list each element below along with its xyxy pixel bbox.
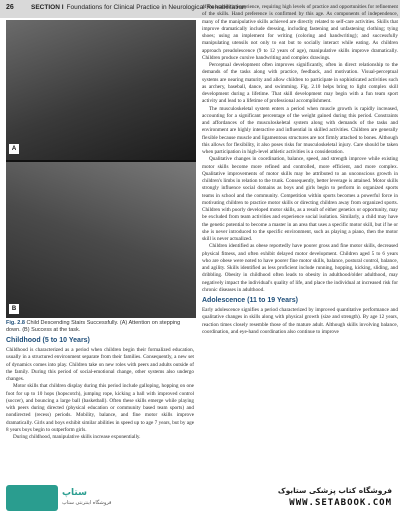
figure-caption-text: Child Descending Stairs Successfully. (A) Attention on stepping down. (B) Success at the task. bbox=[6, 320, 181, 333]
figure-caption bbox=[6, 320, 196, 334]
figure-panel-b bbox=[6, 162, 196, 318]
paragraph: Motor skills that children display during this period include galloping, hopping on one foot for up to 10 hops (hopscotch), jumping rope, kicking a ball with improved control (soccer), and bouncing a large ball (basketball). Often these skills emerge while playing with peers during directed (physical education or community based team sports) and nondirected (recess) periods. Mobility, balance, and fine motor skills improve dramatically. Girls and boys exhibit similar abilities in speed up to age 7 years, but by age 8 years boys begin to outperform girls. bbox=[6, 383, 194, 433]
running-title: Foundations for Clinical Practice in Neurological Rehabilitation bbox=[66, 4, 246, 11]
logo-text: ستاپ bbox=[62, 488, 87, 498]
left-column bbox=[6, 336, 194, 488]
paragraph: Qualitative changes in coordination, balance, speed, and strength improve while existing motor skills become more refined and controlled, more efficient, and more complex. Qualitative improvements of motor skills may be attributed to an unconscious growth in children's limbs in relation to the trunk. Consequently, better leverage is attained. Motor skills strongly influence social domains as boys and girls begin to perform in organized sports teams in school and the community. Competition within sports becomes a powerful force in motivating children to practice motor skills or directing children away from organized sports. Children with poorly developed motor skills, as a result of either genetics or opportunity, may be excluded from team activities and experience social isolation. Similarly, a child may have the genetic potential to become a master in an area that uses a specific motor skill, but if he or she is never introduced to the specific environment, such as playing a piano, then the motor skill is never actualized. bbox=[202, 156, 398, 242]
store-url[interactable]: WWW.SETABOOK.COM bbox=[289, 498, 392, 508]
logo-subtitle: فروشگاه اینترنتی ستاپ bbox=[62, 500, 112, 506]
figure-caption-label: Fig. 2.8 bbox=[6, 320, 25, 326]
figure-panel-a bbox=[6, 20, 196, 160]
store-logo-icon bbox=[6, 485, 58, 511]
watermark-banner bbox=[0, 484, 400, 512]
page-number: 26 bbox=[6, 4, 14, 11]
paragraph: Early adolescence signifies a period characterized by improved quantitative performance and qualitative changes in skills along with physical growth (size and strength). By age 12 years, reaction times closely resemble those of the mature adult. Although skills involving balance, coordination, and eye-hand coordination also continue to improve bbox=[202, 307, 398, 335]
adolescence-heading: Adolescence (11 to 19 Years) bbox=[202, 297, 298, 304]
panel-label-a: A bbox=[9, 144, 19, 154]
store-name: فروشگاه کتاب پزشکی ستابوک bbox=[277, 486, 392, 495]
right-column bbox=[202, 4, 398, 476]
figure-photo bbox=[6, 20, 196, 318]
paragraph: of the academic experience, requiring high levels of practice and opportunities for refinement of the skills. Hand preference is confirmed by this age. As components of independence, many of the manipulative skills achieved are directly related to self-care activities. Skills that improve dramatically include dressing, including fastening and unfastening clothing; tying shoes; using an implement for writing (coloring and handwriting); and successfully manipulating utensils not only to eat but to socially interact while eating. As children approach preadolescence (9 to 12 years of age), manipulative skills improve dramatically. Children produce cursive handwriting and complex drawings. bbox=[202, 4, 398, 61]
paragraph: The musculoskeletal system enters a period when muscle growth is rapidly increased, accounting for a significant percentage of the weight gained during this period. Constraints and affordances of the musculoskeletal system along with demands of the tasks and environment are highly interactive and influential in skilled activities. Children are generally flexible because muscle and ligamentous structures are not firmly attached to bones. Although this allows for flexibility, it also poses risks for musculoskeletal injury. Care should be taken when participation in high-level athletic activities is a consideration. bbox=[202, 105, 398, 155]
childhood-heading: Childhood (5 to 10 Years) bbox=[6, 337, 90, 344]
paragraph: Childhood is characterized as a period when children begin their formalized education, usually in a structured environment separate from their families. Consequently, a new set of dynamics comes into play. Children take on new roles with peers and adults outside of the family. During this period of social-emotional change, other systems also undergo changes. bbox=[6, 347, 194, 382]
panel-label-b: B bbox=[9, 304, 19, 314]
paragraph: During childhood, manipulative skills increase exponentially. bbox=[13, 434, 141, 440]
section-label: SECTION I bbox=[31, 4, 64, 11]
paragraph: Children identified as obese reportedly have poorer gross and fine motor skills, decreased physical fitness, and often exhibit delayed motor development. Children aged 5 to 6 years who are obese were noted to have poorer fine motor skills, balance, postural control, balance, and agility. Skills identified as less proficient include running, hopping, kicking, sliding, and dribbling. Obesity in childhood often leads to obesity in adulthood/older adulthood, may negatively impact the individual's quality of life, and place the individual at increased risk for chronic diseases in adulthood. bbox=[202, 243, 398, 293]
paragraph: Perceptual development often improves significantly, often in direct relationship to the demands of the tasks along with practice, feedback, and motivation. Visual-perceptual systems are nearing maturity and allow children to participate in sophisticated activities such as archery, baseball, dance, and swimming. Fig. 2.10 helps bring to light complex skill development during a lifetime. That skill development may begin with a fun team sport activity and lead to a lifetime of professional accomplishment. bbox=[202, 62, 398, 105]
